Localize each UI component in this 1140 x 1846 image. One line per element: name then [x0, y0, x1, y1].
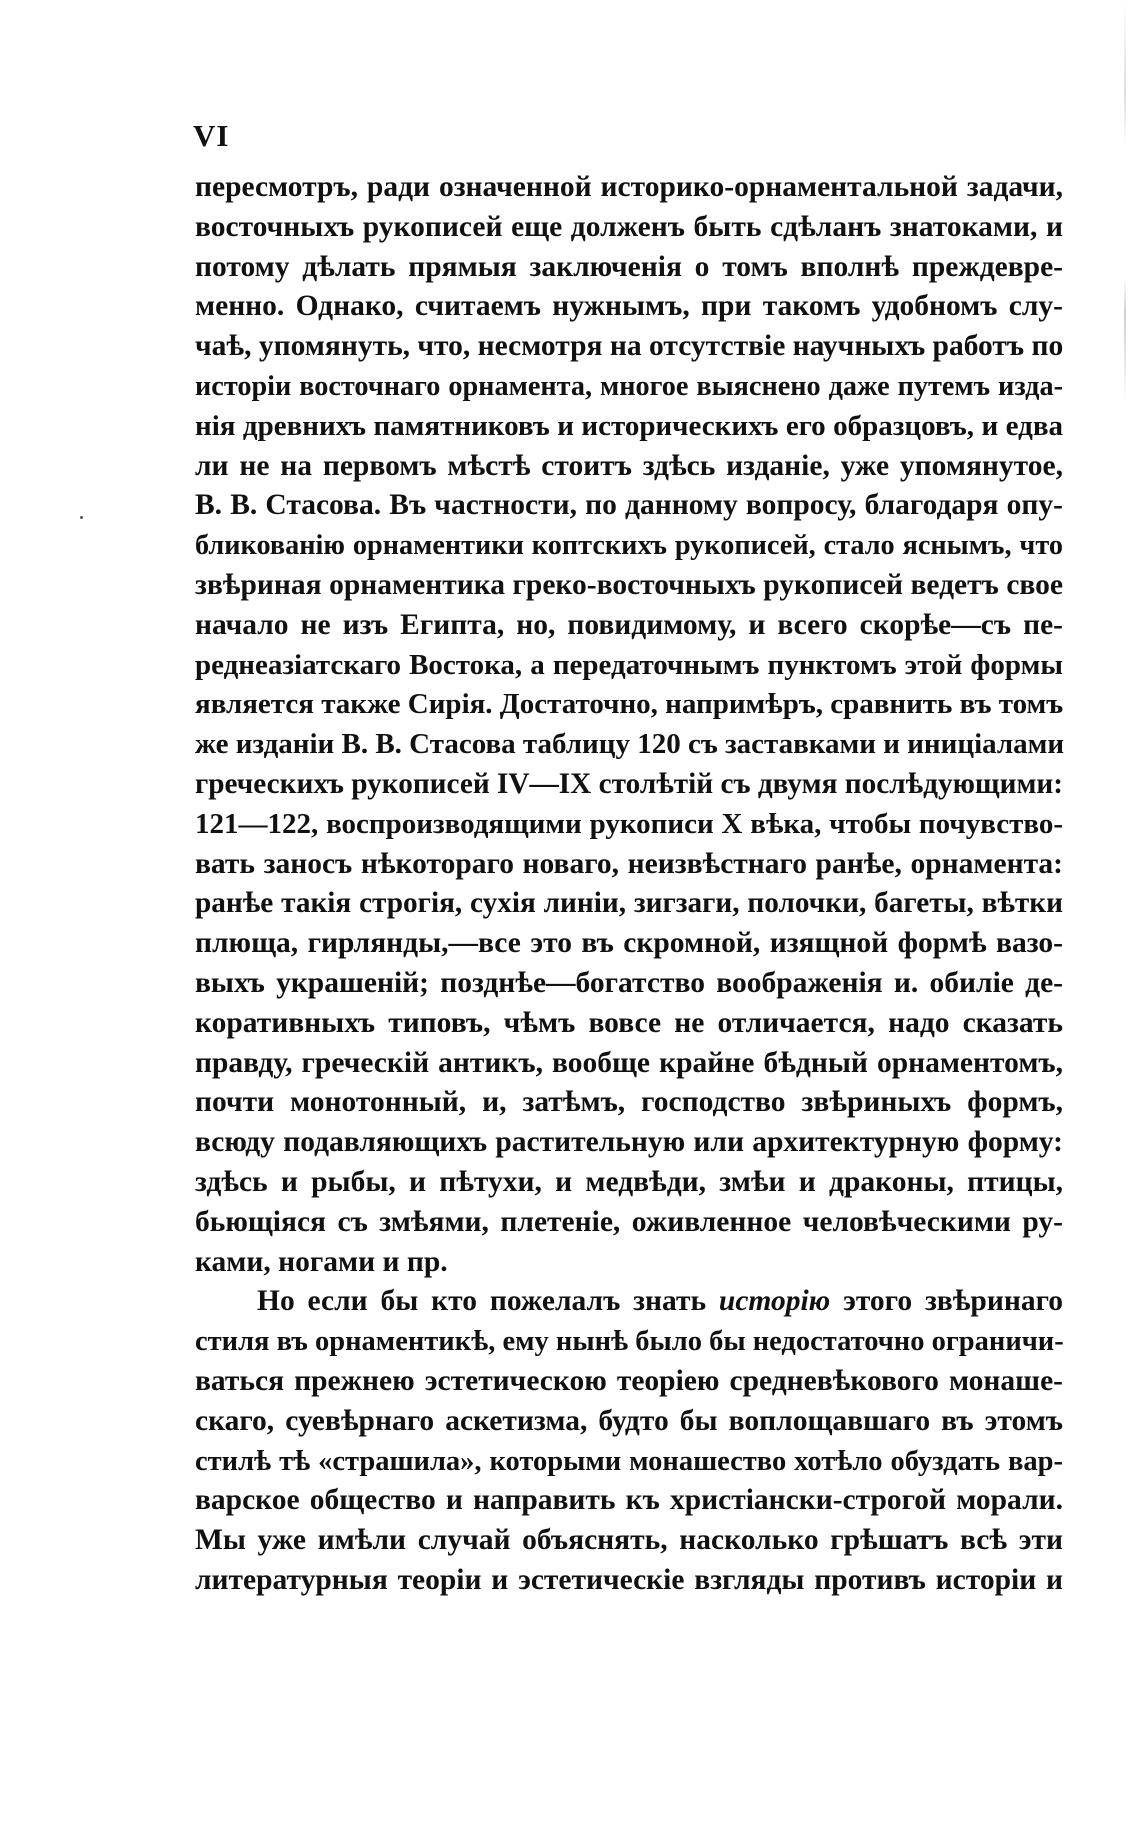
- text-line: восточныхъ рукописей еще долженъ быть сдѣланъ знатоками, и: [195, 210, 1063, 243]
- text-line: ваться прежнею эстетическою теоріею средневѣкового монаше-: [195, 1364, 1063, 1397]
- text-line-first: [195, 1282, 1063, 1322]
- text-line: является также Сирія. Достаточно, напримѣръ, сравнить въ томъ: [195, 688, 1064, 721]
- text-line: стилѣ тѣ «страшила», которыми монашество хотѣло обуздать вар-: [195, 1445, 1063, 1477]
- text-line: всюду подавляющихъ растительную или архитектурную форму:: [195, 1126, 1063, 1159]
- page-edge-shadow: [1124, 0, 1126, 1846]
- text-line: почти монотонный, и, затѣмъ, господство звѣриныхъ формъ,: [195, 1086, 1063, 1119]
- text-line: греческихъ рукописей IV—IX столѣтій съ двумя послѣдующими:: [195, 767, 1063, 800]
- text-line: литературныя теоріи и эстетическіе взгляды противъ исторіи и: [195, 1563, 1063, 1596]
- text-line: скаго, суевѣрнаго аскетизма, будто бы воплощавшаго въ этомъ: [195, 1404, 1063, 1437]
- text-line: пересмотръ, ради означенной историко-орнаментальной задачи,: [195, 171, 1063, 203]
- text-line: ли не на первомъ мѣстѣ стоитъ здѣсь изданіе, уже упомянутое,: [195, 449, 1063, 482]
- text-line: стиля въ орнаментикѣ, ему нынѣ было бы недостаточно ограничи-: [195, 1326, 1064, 1358]
- text-line: В. В. Стасова. Въ частности, по данному вопросу, благодаря опу-: [195, 489, 1063, 522]
- paragraph-2: [195, 1282, 1063, 1600]
- body-text: [195, 168, 1063, 1601]
- text-line: Мы уже имѣли случай объяснять, насколько грѣшатъ всѣ эти: [195, 1524, 1063, 1557]
- text-line: правду, греческій антикъ, вообще крайне бѣдный орнаментомъ,: [195, 1046, 1063, 1079]
- text-line: исторіи восточнаго орнамента, многое выяснено даже путемъ изда-: [195, 370, 1063, 402]
- page-number: VI: [193, 118, 230, 153]
- text-span: Но если бы кто пожелалъ знать: [257, 1285, 719, 1318]
- paragraph-1: [195, 168, 1063, 1282]
- text-line: менно. Однако, считаемъ нужнымъ, при такомъ удобномъ слу-: [195, 290, 1063, 323]
- text-line: варское общество и направить къ христіански-строгой морали.: [195, 1484, 1063, 1517]
- text-line: выхъ украшеній; позднѣе—богатство воображенія и. обиліе де-: [195, 966, 1063, 999]
- margin-speck: [80, 516, 83, 519]
- emphasis-word: исторію: [718, 1285, 831, 1318]
- text-line: плюща, гирлянды,—все это въ скромной, изящной формѣ вазо-: [195, 927, 1063, 960]
- text-line: ранѣе такія строгія, сухія линіи, зигзаги, полочки, багеты, вѣтки: [195, 887, 1063, 920]
- text-line: потому дѣлать прямыя заключенія о томъ вполнѣ преждевре-: [195, 250, 1063, 283]
- text-line: коративныхъ типовъ, чѣмъ вовсе не отличается, надо сказать: [195, 1006, 1063, 1039]
- text-line: здѣсь и рыбы, и пѣтухи, и медвѣди, змѣи и драконы, птицы,: [195, 1165, 1063, 1198]
- text-line: бликованію орнаментики коптскихъ рукописей, стало яснымъ, что: [195, 530, 1063, 562]
- text-line: реднеазіатскаго Востока, а передаточнымъ пунктомъ этой формы: [195, 648, 1063, 681]
- text-line: бьющіяся съ змѣями, плетеніе, оживленное человѣческими ру-: [195, 1205, 1063, 1238]
- text-line: чаѣ, упомянуть, что, несмотря на отсутствіе научныхъ работъ по: [195, 330, 1064, 363]
- text-line: нія древнихъ памятниковъ и историческихъ его образцовъ, и едва: [195, 409, 1063, 442]
- text-line: вать заносъ нѣкотораго новаго, неизвѣстнаго ранѣе, орнамента:: [195, 847, 1063, 880]
- text-line: же изданіи В. В. Стасова таблицу 120 съ заставками и иниціалами: [195, 728, 1065, 761]
- text-line: ками, ногами и пр.: [195, 1245, 448, 1278]
- text-line: 121—122, воспроизводящими рукописи X вѣка, чтобы почувство-: [195, 807, 1063, 840]
- text-line: начало не изъ Египта, но, повидимому, и всего скорѣе—съ пе-: [195, 608, 1063, 641]
- text-line: звѣриная орнаментика греко-восточныхъ рукописей ведетъ свое: [195, 568, 1063, 601]
- text-span: этого звѣринаго: [830, 1285, 1063, 1318]
